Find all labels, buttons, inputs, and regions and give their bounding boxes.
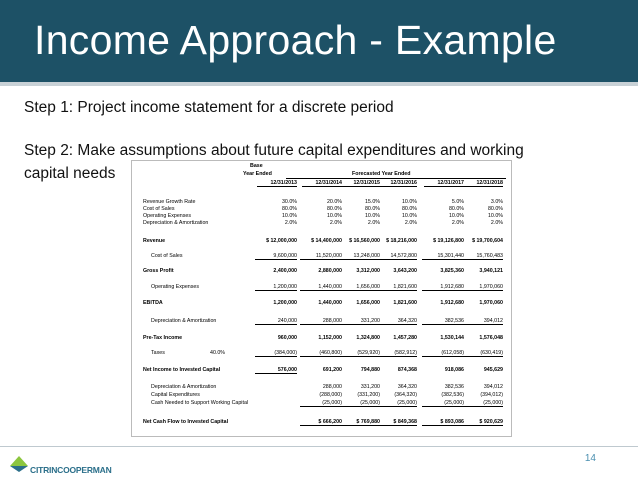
table-cell: (25,000) (375, 400, 417, 407)
table-cell: 960,000 (277, 335, 297, 341)
table-cell: 1,200,000 (273, 300, 297, 306)
year-ended-label: Year Ended (243, 171, 272, 177)
row-label: Cash Needed to Support Working Capital (151, 400, 249, 406)
table-cell: $ 12,000,000 (266, 238, 297, 244)
table-cell: 10.0% (326, 213, 342, 219)
table-cell: 20.0% (326, 199, 342, 205)
table-cell: 2.0% (490, 220, 503, 226)
table-cell: 13,248,000 (338, 253, 380, 260)
step-2-text-line-1: Step 2: Make assumptions about future capital expenditures and working (24, 142, 524, 159)
table-cell: 240,000 (255, 318, 297, 325)
table-cell: 2.0% (404, 220, 417, 226)
table-cell: 576,000 (255, 367, 297, 374)
step-1-text: Step 1: Project income statement for a discrete period (24, 99, 394, 116)
step-2-text-line-2: capital needs (24, 165, 116, 182)
table-cell: 10.0% (364, 213, 380, 219)
table-cell: 1,152,000 (318, 335, 342, 341)
date-header: 12/31/2013 (257, 180, 297, 187)
table-cell: 15.0% (364, 199, 380, 205)
tax-rate: 40.0% (210, 350, 226, 356)
table-cell: 1,821,600 (393, 300, 417, 306)
date-header: 12/31/2017 (424, 180, 464, 187)
forecast-header-rule (286, 178, 506, 179)
table-cell: 3.0% (490, 199, 503, 205)
table-cell: 394,012 (461, 318, 503, 325)
table-cell: 1,970,060 (461, 284, 503, 291)
table-cell: 80.0% (401, 206, 417, 212)
table-cell: 794,880 (360, 367, 380, 373)
table-cell: 3,825,360 (440, 268, 464, 274)
table-cell: $ 19,126,800 (433, 238, 464, 244)
table-cell: 1,912,680 (440, 300, 464, 306)
table-cell: $ 666,200 (300, 419, 342, 426)
table-cell: 80.0% (281, 206, 297, 212)
row-label: Cost of Sales (151, 253, 183, 259)
table-cell: 331,200 (360, 384, 380, 390)
table-cell: 3,940,121 (479, 268, 503, 274)
table-cell: 30.0% (281, 199, 297, 205)
table-cell: 364,320 (397, 384, 417, 390)
table-cell: 2.0% (451, 220, 464, 226)
table-cell: $ 14,400,000 (311, 238, 342, 244)
table-cell: 874,368 (397, 367, 417, 373)
table-cell: $ 893,086 (422, 419, 464, 426)
table-cell: 9,600,000 (255, 253, 297, 260)
table-cell: 918,086 (444, 367, 464, 373)
table-cell: (384,000) (255, 350, 297, 357)
table-cell: 10.0% (401, 213, 417, 219)
table-cell: (394,012) (480, 392, 503, 398)
table-cell: 394,012 (483, 384, 503, 390)
row-label: Depreciation & Amortization (151, 318, 217, 324)
table-cell: 3,643,200 (393, 268, 417, 274)
table-cell: 80.0% (448, 206, 464, 212)
table-cell: 2.0% (284, 220, 297, 226)
table-cell: 5.0% (451, 199, 464, 205)
table-cell: (382,536) (441, 392, 464, 398)
row-label: Taxes (151, 350, 165, 356)
table-cell: (25,000) (300, 400, 342, 407)
table-cell: 15,760,483 (461, 253, 503, 260)
table-cell: 1,440,000 (318, 300, 342, 306)
table-cell: $ 920,629 (461, 419, 503, 426)
table-cell: 2.0% (329, 220, 342, 226)
table-cell: (582,912) (375, 350, 417, 357)
table-cell: 288,000 (322, 384, 342, 390)
table-cell: 1,656,000 (356, 300, 380, 306)
table-cell: 1,324,800 (356, 335, 380, 341)
date-header: 12/31/2015 (340, 180, 380, 187)
table-cell: 945,629 (483, 367, 503, 373)
table-cell: 382,536 (444, 384, 464, 390)
row-label: Capital Expenditures (151, 392, 200, 398)
table-cell: 80.0% (364, 206, 380, 212)
table-cell: (612,058) (422, 350, 464, 357)
table-cell: 3,312,000 (356, 268, 380, 274)
table-cell: $ 18,216,000 (386, 238, 417, 244)
row-label: Operating Expenses (151, 284, 199, 290)
table-cell: (25,000) (461, 400, 503, 407)
table-cell: (25,000) (422, 400, 464, 407)
forecast-label: Forecasted Year Ended (352, 171, 411, 177)
table-cell: $ 16,560,000 (349, 238, 380, 244)
table-cell: 331,200 (338, 318, 380, 325)
table-cell: (25,000) (338, 400, 380, 407)
table-cell: 691,200 (322, 367, 342, 373)
table-cell: 2,880,000 (318, 268, 342, 274)
table-cell: 1,200,000 (255, 284, 297, 291)
table-cell: 1,530,144 (440, 335, 464, 341)
table-cell: 1,656,000 (338, 284, 380, 291)
row-label: Pre-Tax Income (143, 335, 183, 341)
row-label: Depreciation & Amortization (143, 220, 209, 226)
table-cell: 1,457,280 (393, 335, 417, 341)
table-cell: (630,419) (461, 350, 503, 357)
table-cell: 364,320 (375, 318, 417, 325)
row-label: Revenue (143, 238, 166, 244)
table-cell: (529,920) (338, 350, 380, 357)
table-cell: 382,536 (422, 318, 464, 325)
title-bar (0, 0, 638, 86)
table-cell: $ 849,368 (375, 419, 417, 426)
row-label: Net Income to Invested Capital (143, 367, 221, 373)
table-cell: 1,440,000 (300, 284, 342, 291)
table-cell: 1,912,680 (422, 284, 464, 291)
table-cell: 10.0% (281, 213, 297, 219)
table-cell: $ 19,700,604 (472, 238, 503, 244)
page-number: 14 (584, 453, 596, 464)
date-header: 12/31/2016 (377, 180, 417, 187)
table-cell: (331,200) (357, 392, 380, 398)
table-cell: 10.0% (487, 213, 503, 219)
table-cell: $ 769,880 (338, 419, 380, 426)
row-label: Depreciation & Amortization (151, 384, 217, 390)
row-label: EBITDA (143, 300, 163, 306)
slide-title: Income Approach - Example (34, 17, 557, 63)
logo-text: CITRINCOOPERMAN (30, 465, 112, 475)
table-cell: 1,821,600 (375, 284, 417, 291)
date-header: 12/31/2018 (463, 180, 503, 187)
logo-mark-icon (8, 452, 30, 474)
table-cell: 15,301,440 (422, 253, 464, 260)
row-label: Net Cash Flow to Invested Capital (143, 419, 229, 425)
table-cell: 10.0% (401, 199, 417, 205)
income-projection-table (131, 160, 512, 437)
table-cell: (288,000) (319, 392, 342, 398)
row-label: Revenue Growth Rate (143, 199, 196, 205)
footer-divider (0, 446, 638, 447)
table-cell: 288,000 (300, 318, 342, 325)
table-cell: 80.0% (487, 206, 503, 212)
table-cell: 1,576,048 (479, 335, 503, 341)
table-cell: 10.0% (448, 213, 464, 219)
row-label: Gross Profit (143, 268, 174, 274)
table-cell: 2.0% (367, 220, 380, 226)
base-label: Base (250, 163, 263, 169)
citrin-cooperman-logo (8, 452, 30, 479)
table-cell: 14,572,800 (375, 253, 417, 260)
row-label: Cost of Sales (143, 206, 175, 212)
row-label: Operating Expenses (143, 213, 191, 219)
table-cell: 80.0% (326, 206, 342, 212)
table-cell: (460,800) (300, 350, 342, 357)
table-cell: 2,400,000 (273, 268, 297, 274)
table-cell: 1,970,060 (479, 300, 503, 306)
date-header: 12/31/2014 (302, 180, 342, 187)
table-cell: (364,320) (394, 392, 417, 398)
table-cell: 11,520,000 (300, 253, 342, 260)
